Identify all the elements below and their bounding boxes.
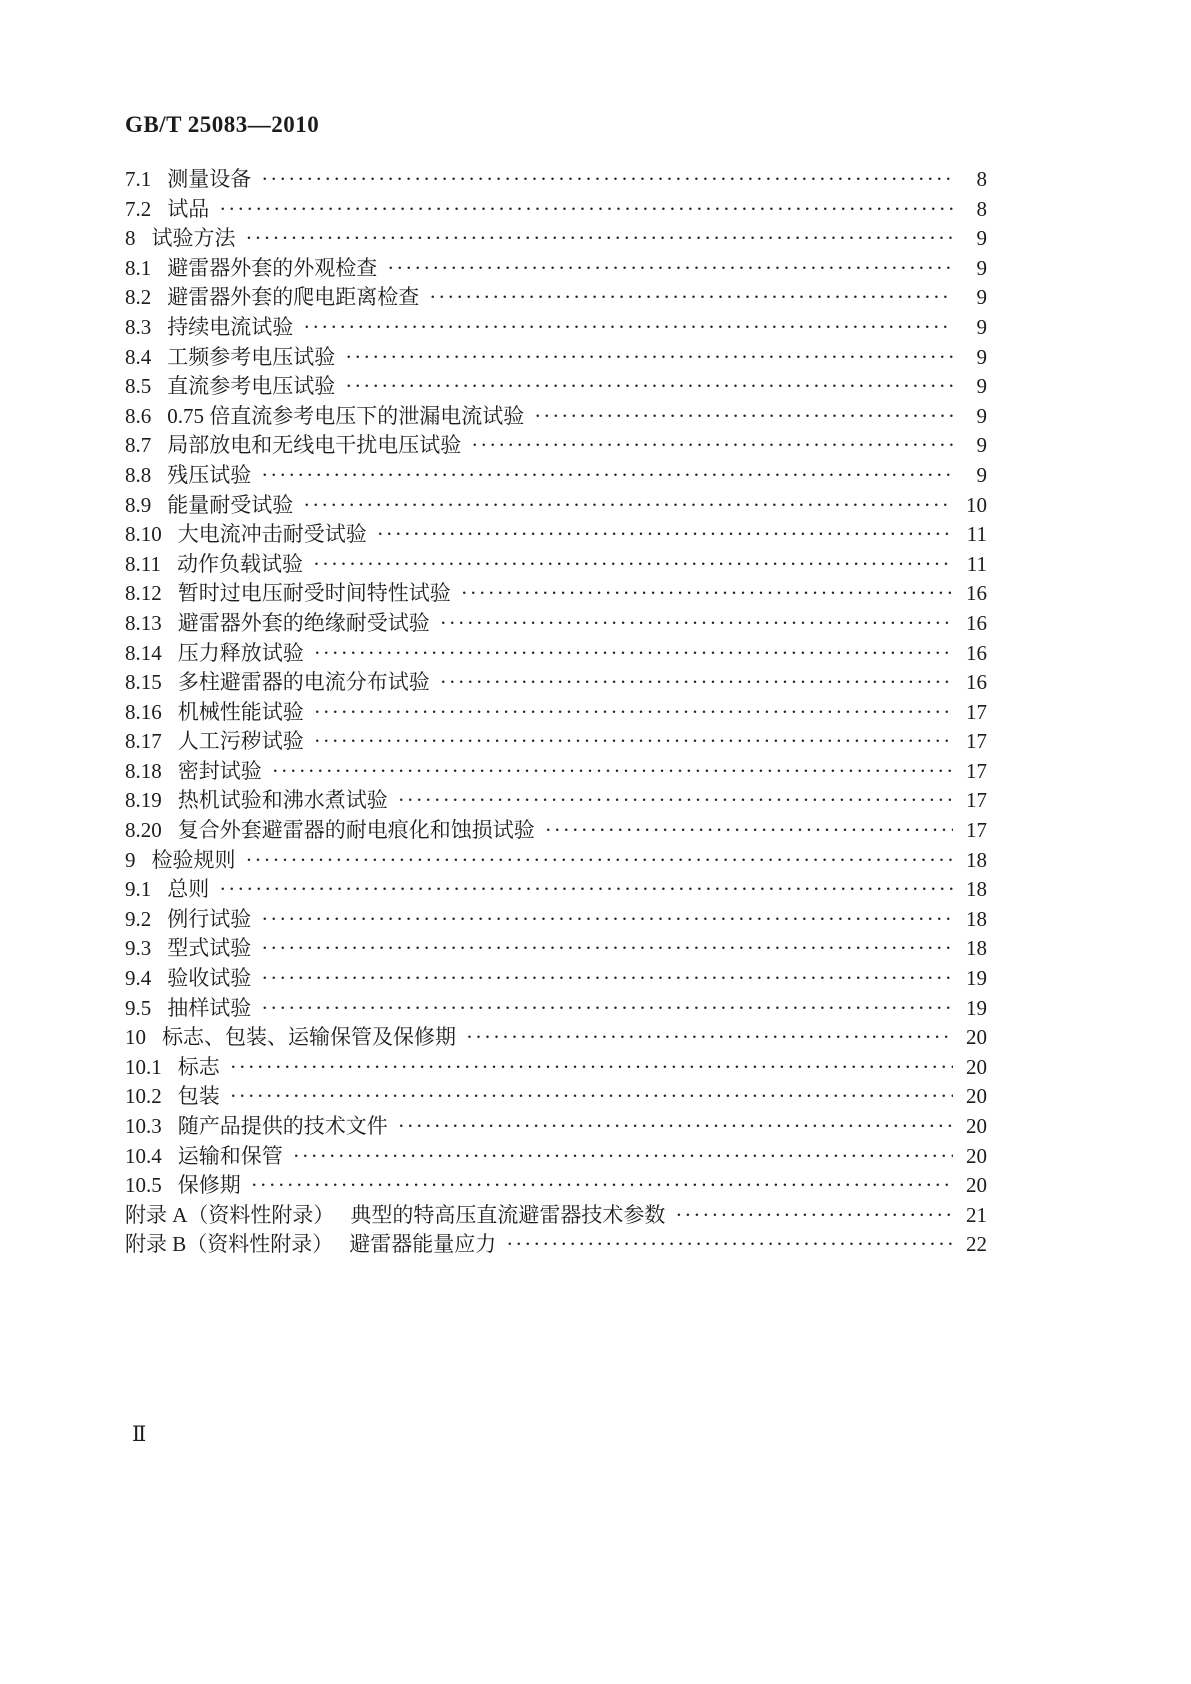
- doc-number: GB/T 25083—2010: [125, 112, 320, 137]
- toc-entry: [125, 402, 987, 432]
- dot-leader: [429, 283, 953, 313]
- toc-entry-title: 持续电流试验: [167, 314, 294, 339]
- toc-entry-title: 工频参考电压试验: [167, 344, 336, 369]
- dot-leader: [293, 1142, 953, 1172]
- toc-entry-title: 避雷器外套的爬电距离检查: [167, 285, 420, 310]
- toc-entry-page-number: 11: [966, 522, 987, 547]
- toc-entry-number: 9: [125, 847, 136, 872]
- toc-entry-page-number: 20: [966, 1084, 987, 1109]
- toc-entry-number: 8.10: [125, 522, 162, 547]
- toc-entry-page-number: 20: [966, 1025, 987, 1050]
- dot-leader: [506, 1230, 953, 1260]
- toc-entry-number: 9.3: [125, 936, 152, 961]
- toc-entry-page-number: 17: [966, 758, 987, 783]
- toc-entry-title: 避雷器外套的外观检查: [167, 255, 378, 280]
- toc-entry-title: 验收试验: [167, 966, 252, 991]
- toc-entry-title: 密封试验: [177, 758, 262, 783]
- dot-leader: [261, 165, 953, 195]
- toc-entry-page-number: 20: [966, 1143, 987, 1168]
- toc-entry-number: 8.16: [125, 699, 162, 724]
- toc-entry: [125, 668, 987, 698]
- toc-entry: [125, 1142, 987, 1172]
- dot-leader: [466, 1023, 953, 1053]
- toc-entry-page-number: 8: [976, 167, 987, 191]
- dot-leader: [261, 994, 953, 1024]
- toc-entry-title: 局部放电和无线电干扰电压试验: [167, 433, 462, 458]
- toc-entry: [125, 283, 987, 313]
- dot-leader: [398, 1112, 953, 1142]
- toc-entry: [125, 431, 987, 461]
- toc-entry-page-number: 17: [966, 699, 987, 724]
- dot-leader: [314, 639, 953, 669]
- dot-leader: [314, 727, 953, 757]
- toc-entry-page-number: 16: [966, 640, 987, 665]
- toc-entry-page-number: 22: [966, 1232, 987, 1257]
- toc-entry-title: 试品: [167, 196, 210, 221]
- toc-entry-title: 人工污秽试验: [177, 729, 304, 754]
- toc-entry-number: 8.18: [125, 758, 162, 783]
- toc-entry: [125, 1112, 987, 1142]
- toc-entry-number: 10.3: [125, 1114, 162, 1138]
- toc-entry: [125, 1023, 987, 1053]
- toc-entry-number: 7.2: [125, 196, 152, 221]
- dot-leader: [219, 195, 953, 225]
- toc-entry-title: 型式试验: [167, 936, 252, 961]
- toc-entry-page-number: 9: [976, 285, 987, 310]
- toc-entry-number: 附录 A（资料性附录）: [125, 1202, 335, 1227]
- toc-entry-number: 9.2: [125, 906, 152, 931]
- dot-leader: [461, 579, 953, 609]
- toc-entry-page-number: 17: [966, 729, 987, 754]
- toc-entry-number: 10.4: [125, 1143, 162, 1168]
- toc-entry-number: 8.12: [125, 581, 162, 606]
- toc-entry-title: 大电流冲击耐受试验: [177, 522, 367, 547]
- dot-leader: [377, 520, 953, 550]
- dot-leader: [440, 609, 953, 639]
- footer-page-number: Ⅱ: [132, 1422, 147, 1446]
- dot-leader: [261, 964, 953, 994]
- toc-entry-page-number: 19: [966, 966, 987, 991]
- toc-entry-title: 直流参考电压试验: [167, 374, 336, 399]
- toc-entry-number: 8.7: [125, 433, 152, 458]
- toc-entry-page-number: 21: [966, 1202, 987, 1227]
- toc-entry-title: 多柱避雷器的电流分布试验: [177, 670, 430, 695]
- toc-entry-title: 保修期: [177, 1173, 241, 1198]
- toc-entry-number: 8.5: [125, 374, 152, 399]
- toc-entry-title: 0.75 倍直流参考电压下的泄漏电流试验: [167, 403, 525, 428]
- toc-entry-page-number: 18: [966, 936, 987, 961]
- dot-leader: [387, 254, 953, 284]
- toc-entry-page-number: 20: [966, 1054, 987, 1079]
- toc-entry-title: 暂时过电压耐受时间特性试验: [177, 581, 451, 606]
- toc-entry: [125, 757, 987, 787]
- toc-entry: [125, 846, 987, 876]
- toc-entry-title: 抽样试验: [167, 995, 252, 1020]
- toc-entry-number: 8.8: [125, 462, 152, 487]
- toc-entry-title: 标志、包装、运输保管及保修期: [162, 1025, 456, 1050]
- dot-leader: [313, 550, 953, 580]
- toc-entry: [125, 224, 987, 254]
- toc-entry: [125, 550, 987, 580]
- toc-entry: [125, 461, 987, 491]
- toc-entry-number: 9.1: [125, 877, 152, 902]
- toc-entry: [125, 579, 987, 609]
- dot-leader: [219, 875, 953, 905]
- dot-leader: [675, 1201, 953, 1231]
- toc-entry-number: 8: [125, 226, 136, 251]
- toc-entry-title: 机械性能试验: [177, 699, 304, 724]
- toc-entry-page-number: 9: [976, 314, 987, 339]
- toc-entry-page-number: 9: [976, 344, 987, 369]
- toc-entry-number: 8.17: [125, 729, 162, 754]
- toc-entry-number: 7.1: [125, 167, 152, 191]
- toc-entry-title: 总则: [167, 877, 210, 902]
- toc-entry: [125, 727, 987, 757]
- toc-entry-title: 典型的特高压直流避雷器技术参数: [350, 1202, 666, 1227]
- dot-leader: [230, 1082, 953, 1112]
- toc-entry: [125, 816, 987, 846]
- dot-leader: [261, 461, 953, 491]
- toc-entry-page-number: 17: [966, 788, 987, 813]
- toc-entry-page-number: 20: [966, 1173, 987, 1198]
- toc-entry-page-number: 9: [976, 462, 987, 487]
- toc-entry-number: 9.4: [125, 966, 152, 991]
- toc-entry-page-number: 9: [976, 255, 987, 280]
- toc-entry-title: 热机试验和沸水煮试验: [177, 788, 388, 813]
- toc-entry-title: 例行试验: [167, 906, 252, 931]
- toc-entry-page-number: 18: [966, 906, 987, 931]
- toc-entry-title: 测量设备: [167, 167, 252, 191]
- dot-leader: [398, 786, 953, 816]
- toc-entry-title: 复合外套避雷器的耐电痕化和蚀损试验: [177, 818, 535, 843]
- toc-entry-page-number: 9: [976, 433, 987, 458]
- toc-entry-number: 10.2: [125, 1084, 162, 1109]
- dot-leader: [440, 668, 953, 698]
- dot-leader: [545, 816, 953, 846]
- toc-entry-title: 避雷器能量应力: [349, 1232, 497, 1257]
- toc-entry: [125, 1230, 987, 1260]
- toc-entry-page-number: 8: [976, 196, 987, 221]
- toc-entry-title: 检验规则: [151, 847, 236, 872]
- toc-entry-title: 避雷器外套的绝缘耐受试验: [177, 610, 430, 635]
- dot-leader: [303, 491, 953, 521]
- toc-entry: [125, 195, 987, 225]
- dot-leader: [314, 698, 953, 728]
- toc-entry-number: 8.15: [125, 670, 162, 695]
- toc-entry-number: 8.9: [125, 492, 152, 517]
- toc-entry-number: 8.2: [125, 285, 152, 310]
- toc-entry-title: 能量耐受试验: [167, 492, 294, 517]
- toc-entry-title: 动作负载试验: [176, 551, 303, 576]
- dot-leader: [471, 431, 953, 461]
- toc-entry: [125, 165, 987, 195]
- toc-entry-title: 运输和保管: [177, 1143, 283, 1168]
- toc-entry-number: 附录 B（资料性附录）: [125, 1232, 334, 1257]
- dot-leader: [345, 372, 953, 402]
- toc-entry: [125, 520, 987, 550]
- toc-entry-number: 8.1: [125, 255, 152, 280]
- toc-entry-title: 试验方法: [151, 226, 236, 251]
- toc-entry-number: 8.13: [125, 610, 162, 635]
- dot-leader: [261, 905, 953, 935]
- toc-entry: [125, 934, 987, 964]
- toc-entry: [125, 609, 987, 639]
- toc-entry: [125, 343, 987, 373]
- toc-entry-page-number: 16: [966, 670, 987, 695]
- toc-entry: [125, 964, 987, 994]
- dot-leader: [303, 313, 953, 343]
- toc-entry-title: 包装: [177, 1084, 220, 1109]
- toc-entry: [125, 491, 987, 521]
- toc-entry-page-number: 9: [976, 226, 987, 251]
- toc-entry-page-number: 17: [966, 818, 987, 843]
- toc-entry-title: 随产品提供的技术文件: [177, 1114, 388, 1138]
- toc-entry-title: 标志: [177, 1054, 220, 1079]
- toc-entry: [125, 698, 987, 728]
- toc-entry-number: 8.11: [125, 551, 161, 576]
- toc-list: [125, 165, 987, 1260]
- toc-entry-page-number: 11: [966, 551, 987, 576]
- dot-leader: [534, 402, 953, 432]
- toc-entry-number: 8.14: [125, 640, 162, 665]
- toc-entry: [125, 994, 987, 1024]
- toc-entry-page-number: 19: [966, 995, 987, 1020]
- toc-entry-number: 10.5: [125, 1173, 162, 1198]
- toc-entry-number: 8.19: [125, 788, 162, 813]
- toc-entry-page-number: 18: [966, 877, 987, 902]
- toc-entry: [125, 905, 987, 935]
- toc-entry-number: 10: [125, 1025, 146, 1050]
- toc-entry-page-number: 16: [966, 581, 987, 606]
- toc-entry: [125, 786, 987, 816]
- toc-entry-page-number: 9: [976, 403, 987, 428]
- toc-entry: [125, 313, 987, 343]
- toc-entry-number: 8.3: [125, 314, 152, 339]
- toc-entry-title: 残压试验: [167, 462, 252, 487]
- toc-entry-number: 8.6: [125, 403, 152, 428]
- dot-leader: [246, 846, 954, 876]
- toc-entry: [125, 372, 987, 402]
- toc-entry-number: 9.5: [125, 995, 152, 1020]
- toc-entry-page-number: 18: [966, 847, 987, 872]
- dot-leader: [261, 934, 953, 964]
- toc-entry-page-number: 9: [976, 374, 987, 399]
- toc-entry: [125, 1201, 987, 1231]
- toc-entry-number: 8.20: [125, 818, 162, 843]
- dot-leader: [251, 1171, 953, 1201]
- dot-leader: [246, 224, 954, 254]
- dot-leader: [272, 757, 953, 787]
- toc-entry: [125, 1171, 987, 1201]
- toc-entry: [125, 1053, 987, 1083]
- toc-entry: [125, 254, 987, 284]
- toc-entry-number: 8.4: [125, 344, 152, 369]
- toc-entry: [125, 639, 987, 669]
- dot-leader: [345, 343, 953, 373]
- toc-entry-page-number: 20: [966, 1114, 987, 1138]
- toc-entry-page-number: 10: [966, 492, 987, 517]
- toc-entry: [125, 1082, 987, 1112]
- toc-entry-number: 10.1: [125, 1054, 162, 1079]
- toc-entry-title: 压力释放试验: [177, 640, 304, 665]
- toc-entry: [125, 875, 987, 905]
- toc-entry-page-number: 16: [966, 610, 987, 635]
- dot-leader: [230, 1053, 953, 1083]
